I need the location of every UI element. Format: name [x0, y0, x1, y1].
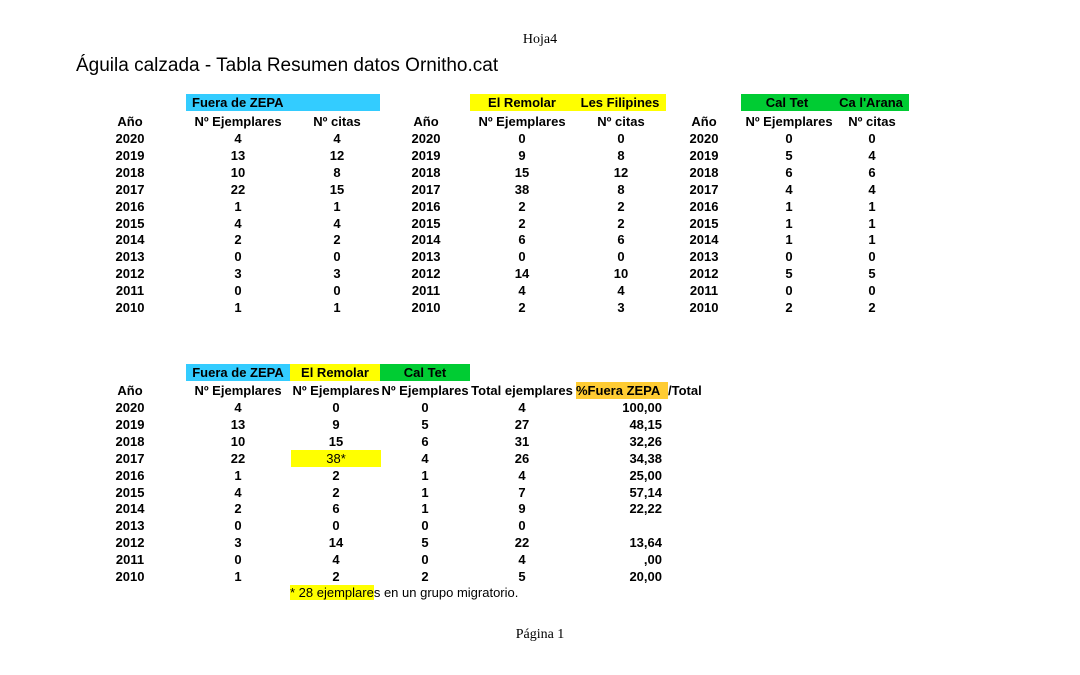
- ejemplares-remolar-cell: 9: [332, 416, 340, 432]
- year-cell: 2018: [689, 164, 719, 180]
- year-cell: 2020: [115, 131, 145, 146]
- total-ejemplares-cell: 4: [518, 552, 526, 568]
- ejemplares-fuera-cell: 13: [230, 416, 246, 432]
- pct-fuera-zepa-cell: 48,15: [629, 416, 662, 432]
- citas-cell: 3: [617, 300, 625, 315]
- citas-cell: 6: [868, 164, 876, 180]
- ejemplares-cell: 1: [234, 198, 242, 214]
- year-cell: 2011: [411, 283, 441, 299]
- ejemplares-cell: 14: [514, 266, 530, 282]
- year-cell: 2013: [115, 518, 145, 534]
- column-header-citas: Nº citas: [597, 114, 645, 129]
- ejemplares-remolar-cell: 14: [328, 535, 344, 551]
- ejemplares-fuera-cell: 0: [234, 518, 242, 534]
- ejemplares-fuera-cell: 0: [234, 552, 242, 568]
- year-cell: 2018: [115, 164, 145, 180]
- ejemplares-fuera-cell: 2: [234, 501, 242, 517]
- pct-fuera-zepa-cell: 13,64: [629, 535, 662, 551]
- year-cell: 2011: [115, 552, 145, 568]
- ejemplares-caltet-cell: 1: [421, 467, 429, 483]
- ejemplares-cell: 9: [518, 147, 526, 163]
- ejemplares-cell: 0: [234, 283, 242, 299]
- ejemplares-remolar-cell: 2: [332, 569, 340, 584]
- citas-cell: 0: [333, 249, 341, 265]
- group-header-cal-tet: Cal Tet: [741, 94, 833, 111]
- column-header-ejemplares-remolar: Nº Ejemplares: [292, 383, 380, 398]
- year-cell: 2018: [411, 164, 441, 180]
- ejemplares-cell: 1: [785, 198, 793, 214]
- citas-cell: 3: [333, 266, 341, 282]
- footnote-text: s en un grupo migratorio.: [373, 585, 519, 600]
- year-cell: 2012: [115, 266, 145, 282]
- citas-cell: 4: [333, 215, 341, 231]
- group-header-fuera-zepa: Fuera de ZEPA: [186, 364, 290, 381]
- citas-cell: 1: [868, 215, 876, 231]
- ejemplares-caltet-cell: 1: [421, 484, 429, 500]
- ejemplares-cell: 6: [785, 164, 793, 180]
- year-cell: 2017: [115, 450, 145, 466]
- pct-fuera-zepa-cell: 20,00: [629, 569, 662, 584]
- year-cell: 2019: [411, 147, 441, 163]
- group-header-fuera-zepa: Fuera de ZEPA: [186, 94, 380, 111]
- year-cell: 2010: [115, 300, 145, 315]
- ejemplares-caltet-cell: 0: [421, 400, 429, 415]
- year-cell: 2014: [115, 232, 145, 248]
- column-header-ejemplares-fuera: Nº Ejemplares: [194, 383, 282, 398]
- ejemplares-fuera-cell: 4: [234, 400, 242, 415]
- total-ejemplares-cell: 5: [518, 569, 526, 584]
- pct-fuera-zepa-cell: [576, 517, 662, 534]
- citas-cell: 12: [613, 164, 629, 180]
- year-cell: 2016: [411, 198, 441, 214]
- citas-cell: 0: [617, 249, 625, 265]
- year-cell: 2017: [411, 181, 441, 197]
- ejemplares-cell: 2: [234, 232, 242, 248]
- total-ejemplares-cell: 31: [514, 433, 530, 449]
- year-cell: 2016: [115, 467, 145, 483]
- group-header-el-remolar: El Remolar: [470, 94, 574, 111]
- citas-cell: 2: [617, 215, 625, 231]
- year-cell: 2015: [115, 484, 145, 500]
- total-ejemplares-cell: 22: [514, 535, 530, 551]
- citas-cell: 0: [868, 131, 876, 146]
- ejemplares-cell: 4: [234, 131, 242, 146]
- total-ejemplares-cell: 26: [514, 450, 530, 466]
- ejemplares-caltet-cell: 4: [421, 450, 429, 466]
- year-cell: 2016: [115, 198, 145, 214]
- citas-cell: 1: [333, 198, 341, 214]
- pct-fuera-zepa-cell: 25,00: [629, 467, 662, 483]
- ejemplares-cell: 1: [785, 232, 793, 248]
- year-cell: 2015: [115, 215, 145, 231]
- ejemplares-cell: 22: [230, 181, 246, 197]
- pct-fuera-zepa-cell: 34,38: [629, 450, 662, 466]
- citas-cell: 6: [617, 232, 625, 248]
- ejemplares-remolar-cell: 2: [332, 467, 340, 483]
- ejemplares-cell: 0: [518, 249, 526, 265]
- year-cell: 2020: [689, 131, 719, 146]
- year-cell: 2012: [115, 535, 145, 551]
- year-cell: 2014: [115, 501, 145, 517]
- ejemplares-cell: 5: [785, 266, 793, 282]
- ejemplares-cell: 0: [518, 131, 526, 146]
- citas-cell: 8: [333, 164, 341, 180]
- total-ejemplares-cell: 4: [518, 467, 526, 483]
- ejemplares-cell: 2: [785, 300, 793, 315]
- column-header-total: /Total: [668, 383, 702, 398]
- citas-cell: 1: [868, 198, 876, 214]
- ejemplares-remolar-cell: 0: [332, 518, 340, 534]
- year-cell: 2019: [115, 147, 145, 163]
- year-cell: 2013: [411, 249, 441, 265]
- sheet-name: Hoja4: [522, 32, 558, 47]
- year-cell: 2014: [689, 232, 719, 248]
- ejemplares-cell: 0: [234, 249, 242, 265]
- year-cell: 2013: [689, 249, 719, 265]
- citas-cell: 0: [868, 249, 876, 265]
- year-cell: 2020: [115, 400, 145, 415]
- ejemplares-fuera-cell: 1: [234, 569, 242, 584]
- pct-fuera-zepa-cell: ,00: [643, 552, 662, 568]
- citas-cell: 1: [868, 232, 876, 248]
- ejemplares-fuera-cell: 1: [234, 467, 242, 483]
- citas-cell: 5: [868, 266, 876, 282]
- footnote: [290, 584, 518, 601]
- ejemplares-cell: 4: [785, 181, 793, 197]
- citas-cell: 10: [613, 266, 629, 282]
- citas-cell: 12: [329, 147, 345, 163]
- citas-cell: 0: [333, 283, 341, 299]
- page-title: Águila calzada - Tabla Resumen datos Ornitho.cat: [76, 55, 499, 76]
- ejemplares-remolar-cell: 4: [332, 552, 340, 568]
- ejemplares-fuera-cell: 10: [230, 433, 246, 449]
- citas-cell: 8: [617, 147, 625, 163]
- year-cell: 2020: [411, 131, 441, 146]
- column-header-citas: Nº citas: [313, 114, 361, 129]
- citas-cell: 4: [868, 181, 876, 197]
- year-cell: 2011: [115, 283, 145, 299]
- year-cell: 2010: [115, 569, 145, 584]
- ejemplares-cell: 13: [230, 147, 246, 163]
- ejemplares-cell: 10: [230, 164, 246, 180]
- group-header-ca-larana: Ca l'Arana: [833, 94, 909, 111]
- citas-cell: 15: [329, 181, 345, 197]
- citas-cell: 4: [617, 283, 625, 299]
- ejemplares-cell: 3: [234, 266, 242, 282]
- total-ejemplares-cell: 7: [518, 484, 526, 500]
- total-ejemplares-cell: 0: [518, 518, 526, 534]
- year-cell: 2014: [411, 232, 441, 248]
- total-ejemplares-cell: 9: [518, 501, 526, 517]
- citas-cell: 4: [333, 131, 341, 146]
- ejemplares-cell: 2: [518, 215, 526, 231]
- column-header-pct-fuera-zepa: %Fuera ZEPA: [576, 382, 668, 399]
- column-header-citas: Nº citas: [848, 114, 896, 129]
- ejemplares-cell: 15: [514, 164, 530, 180]
- ejemplares-cell: 0: [785, 249, 793, 265]
- pct-fuera-zepa-cell: 32,26: [629, 433, 662, 449]
- ejemplares-cell: 4: [518, 283, 526, 299]
- ejemplares-caltet-cell: 2: [421, 569, 429, 584]
- ejemplares-caltet-cell: 0: [421, 518, 429, 534]
- citas-cell: 2: [868, 300, 876, 315]
- citas-cell: 2: [333, 232, 341, 248]
- citas-cell: 2: [617, 198, 625, 214]
- total-ejemplares-cell: 27: [514, 416, 530, 432]
- pct-fuera-zepa-cell: 100,00: [622, 400, 662, 415]
- citas-cell: 4: [868, 147, 876, 163]
- year-cell: 2018: [115, 433, 145, 449]
- year-cell: 2012: [689, 266, 719, 282]
- ejemplares-cell: 1: [785, 215, 793, 231]
- ejemplares-remolar-cell: 0: [332, 400, 340, 415]
- ejemplares-remolar-cell: 2: [332, 484, 340, 500]
- ejemplares-cell: 6: [518, 232, 526, 248]
- ejemplares-fuera-cell: 3: [234, 535, 242, 551]
- year-cell: 2011: [689, 283, 719, 299]
- column-header-ano: Año: [691, 114, 717, 129]
- ejemplares-fuera-cell: 4: [234, 484, 242, 500]
- citas-cell: 8: [617, 181, 625, 197]
- column-header-total-ejemplares: Total ejemplares: [471, 383, 573, 398]
- year-cell: 2015: [689, 215, 719, 231]
- group-header-cal-tet: Cal Tet: [380, 364, 470, 381]
- year-cell: 2016: [689, 198, 719, 214]
- footnote-highlight: * 28 ejemplare: [290, 585, 374, 600]
- column-header-ejemplares: Nº Ejemplares: [478, 114, 566, 129]
- ejemplares-cell: 2: [518, 300, 526, 315]
- ejemplares-caltet-cell: 6: [421, 433, 429, 449]
- group-header-les-filipines: Les Filipines: [574, 94, 666, 111]
- ejemplares-caltet-cell: 0: [421, 552, 429, 568]
- ejemplares-cell: 0: [785, 131, 793, 146]
- pct-fuera-zepa-cell: 22,22: [629, 501, 662, 517]
- year-cell: 2013: [115, 249, 145, 265]
- total-ejemplares-cell: 4: [518, 400, 526, 415]
- column-header-ejemplares: Nº Ejemplares: [745, 114, 833, 129]
- citas-cell: 0: [868, 283, 876, 299]
- ejemplares-cell: 38: [514, 181, 530, 197]
- citas-cell: 1: [333, 300, 341, 315]
- year-cell: 2019: [115, 416, 145, 432]
- citas-cell: 0: [617, 131, 625, 146]
- column-header-ejemplares-caltet: Nº Ejemplares: [381, 383, 469, 398]
- column-header-ano: Año: [117, 114, 143, 129]
- ejemplares-cell: 2: [518, 198, 526, 214]
- column-header-ejemplares: Nº Ejemplares: [194, 114, 282, 129]
- column-header-ano: Año: [413, 114, 439, 129]
- year-cell: 2019: [689, 147, 719, 163]
- group-header-el-remolar: El Remolar: [290, 364, 380, 381]
- page-number: Página 1: [515, 627, 565, 642]
- year-cell: 2010: [411, 300, 441, 315]
- ejemplares-cell: 5: [785, 147, 793, 163]
- ejemplares-caltet-cell: 1: [421, 501, 429, 517]
- column-header-ano: Año: [117, 383, 143, 398]
- pct-fuera-zepa-cell: 57,14: [629, 484, 662, 500]
- year-cell: 2017: [689, 181, 719, 197]
- ejemplares-remolar-cell: 38*: [291, 450, 381, 467]
- ejemplares-remolar-cell: 6: [332, 501, 340, 517]
- year-cell: 2012: [411, 266, 441, 282]
- ejemplares-fuera-cell: 22: [230, 450, 246, 466]
- ejemplares-cell: 4: [234, 215, 242, 231]
- ejemplares-remolar-cell: 15: [328, 433, 344, 449]
- ejemplares-caltet-cell: 5: [421, 416, 429, 432]
- year-cell: 2015: [411, 215, 441, 231]
- ejemplares-cell: 1: [234, 300, 242, 315]
- ejemplares-caltet-cell: 5: [421, 535, 429, 551]
- year-cell: 2010: [689, 300, 719, 315]
- ejemplares-cell: 0: [785, 283, 793, 299]
- year-cell: 2017: [115, 181, 145, 197]
